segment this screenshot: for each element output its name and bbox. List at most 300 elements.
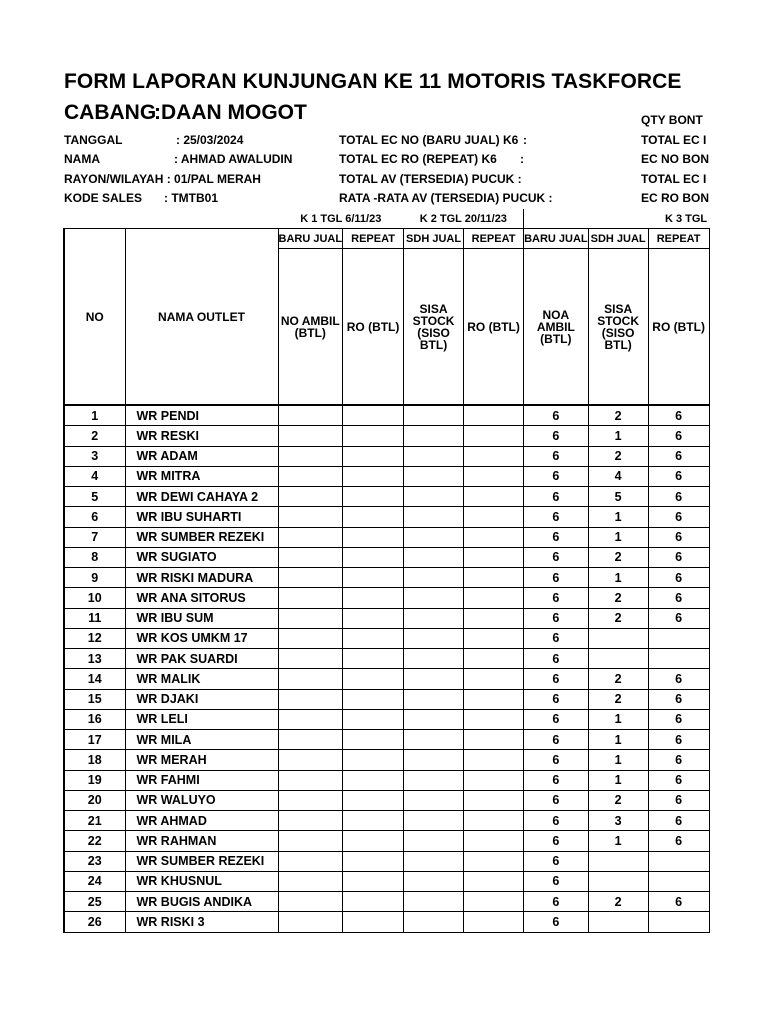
k2-sdh-jual-cell	[404, 750, 464, 770]
row-number: 13	[64, 649, 125, 669]
total-av-row: TOTAL AV (TERSEDIA) PUCUK :	[339, 172, 522, 186]
kode-sales-row	[64, 191, 218, 205]
k1-baru-jual-cell	[278, 689, 343, 709]
ec-ro-bon-label: EC RO BON	[641, 191, 710, 205]
k1-baru-jual-cell	[278, 912, 343, 932]
k1-baru-jual-cell	[278, 871, 343, 891]
k2-sdh-jual-cell	[404, 527, 464, 547]
k2-repeat-cell	[464, 547, 524, 567]
table-row	[64, 912, 709, 932]
k2-sdh-jual-cell	[404, 831, 464, 851]
outlet-name: WR KHUSNUL	[125, 871, 278, 891]
k-gap-cell	[524, 209, 589, 229]
repeat-cell: 6	[648, 446, 709, 466]
detail-header: NO AMBIL (BTL)	[278, 249, 343, 406]
k1-baru-jual-cell	[278, 811, 343, 831]
k1-repeat-cell	[343, 628, 404, 648]
table-row	[64, 426, 709, 446]
k1-repeat-cell	[343, 709, 404, 729]
sdh-jual-cell: 2	[588, 588, 648, 608]
k1-baru-jual-cell	[278, 547, 343, 567]
k2-repeat-cell	[464, 446, 524, 466]
k2-repeat-cell	[464, 750, 524, 770]
sdh-jual-cell	[588, 649, 648, 669]
baru-jual-cell: 6	[524, 405, 589, 426]
sdh-jual-cell: 1	[588, 831, 648, 851]
k2-repeat-cell	[464, 588, 524, 608]
repeat-cell: 6	[648, 790, 709, 810]
k2-sdh-jual-cell	[404, 466, 464, 486]
sdh-jual-cell: 1	[588, 568, 648, 588]
ec-no-bon-label: EC NO BON	[641, 152, 710, 166]
table-row	[64, 568, 709, 588]
table-row	[64, 405, 709, 426]
k1-baru-jual-cell	[278, 426, 343, 446]
baru-jual-cell: 6	[524, 709, 589, 729]
k1-baru-jual-cell	[278, 892, 343, 912]
repeat-cell	[648, 912, 709, 932]
table-row	[64, 871, 709, 891]
detail-header: RO (BTL)	[648, 249, 709, 406]
k2-repeat-cell	[464, 405, 524, 426]
k2-repeat-cell	[464, 527, 524, 547]
k1-baru-jual-cell	[278, 487, 343, 507]
repeat-cell: 6	[648, 547, 709, 567]
outlet-name: WR MALIK	[125, 669, 278, 689]
outlet-name: WR SUGIATO	[125, 547, 278, 567]
row-number: 18	[64, 750, 125, 770]
outlet-name: WR SUMBER REZEKI	[125, 527, 278, 547]
k3-header: K 3 TGL	[588, 209, 709, 229]
k2-sdh-jual-cell	[404, 487, 464, 507]
blank-head-cell	[64, 209, 125, 229]
row-number: 2	[64, 426, 125, 446]
repeat-cell: 6	[648, 527, 709, 547]
sdh-jual-cell: 1	[588, 426, 648, 446]
baru-jual-cell: 6	[524, 750, 589, 770]
table-row	[64, 811, 709, 831]
k1-baru-jual-cell	[278, 405, 343, 426]
repeat-cell: 6	[648, 669, 709, 689]
k1-baru-jual-cell	[278, 750, 343, 770]
row-number: 5	[64, 487, 125, 507]
table-row	[64, 730, 709, 750]
k1-baru-jual-cell	[278, 588, 343, 608]
k1-repeat-cell	[343, 649, 404, 669]
baru-jual-cell: 6	[524, 851, 589, 871]
k2-sdh-jual-cell	[404, 730, 464, 750]
k2-repeat-cell	[464, 568, 524, 588]
k2-sdh-jual-cell	[404, 770, 464, 790]
k2-repeat-cell	[464, 669, 524, 689]
k1-repeat-cell	[343, 669, 404, 689]
sdh-jual-cell	[588, 628, 648, 648]
row-number: 12	[64, 628, 125, 648]
k1-baru-jual-cell	[278, 851, 343, 871]
repeat-cell	[648, 851, 709, 871]
baru-jual-cell: 6	[524, 811, 589, 831]
k2-sdh-jual-cell	[404, 608, 464, 628]
k2-sdh-jual-cell	[404, 446, 464, 466]
outlet-name: WR MILA	[125, 730, 278, 750]
sdh-jual-cell: 2	[588, 446, 648, 466]
k1-repeat-cell	[343, 466, 404, 486]
nama-row	[64, 152, 293, 166]
table-row	[64, 689, 709, 709]
repeat-cell: 6	[648, 608, 709, 628]
sdh-jual-cell: 2	[588, 547, 648, 567]
sdh-jual-cell: 1	[588, 507, 648, 527]
k2-repeat-cell	[464, 466, 524, 486]
table-row	[64, 507, 709, 527]
total-ec-label-2: TOTAL EC I	[641, 172, 707, 186]
detail-header: NOA AMBIL (BTL)	[524, 249, 589, 406]
page-title: FORM LAPORAN KUNJUNGAN KE 11 MOTORIS TASKFORCE	[64, 70, 682, 93]
sdh-jual-cell: 2	[588, 790, 648, 810]
total-ec-label-1: TOTAL EC I	[641, 133, 707, 147]
k2-repeat-cell	[464, 790, 524, 810]
outlet-name: WR IBU SUM	[125, 608, 278, 628]
total-ec-ro-label: TOTAL EC RO (REPEAT) K6	[339, 152, 497, 166]
k1-repeat-cell	[343, 527, 404, 547]
sdh-jual-cell: 4	[588, 466, 648, 486]
sdh-jual-cell: 1	[588, 527, 648, 547]
table-row	[64, 446, 709, 466]
row-number: 3	[64, 446, 125, 466]
row-number: 21	[64, 811, 125, 831]
sub-header: SDH JUAL	[588, 229, 648, 249]
baru-jual-cell: 6	[524, 487, 589, 507]
cabang-line	[64, 101, 307, 125]
repeat-cell: 6	[648, 892, 709, 912]
repeat-cell	[648, 628, 709, 648]
sub-header: REPEAT	[464, 229, 524, 249]
k2-repeat-cell	[464, 770, 524, 790]
repeat-cell: 6	[648, 588, 709, 608]
row-number: 22	[64, 831, 125, 851]
no-column-header: NO	[64, 229, 125, 406]
detail-header: SISA STOCK (SISO BTL)	[588, 249, 648, 406]
row-number: 23	[64, 851, 125, 871]
row-number: 26	[64, 912, 125, 932]
nama-outlet-column-header: NAMA OUTLET	[125, 229, 278, 406]
k2-repeat-cell	[464, 507, 524, 527]
k1-repeat-cell	[343, 507, 404, 527]
table-row	[64, 649, 709, 669]
row-number: 16	[64, 709, 125, 729]
nama-label: NAMA	[64, 152, 100, 166]
k2-repeat-cell	[464, 709, 524, 729]
row-number: 20	[64, 790, 125, 810]
k1-header: K 1 TGL 6/11/23	[278, 209, 404, 229]
baru-jual-cell: 6	[524, 649, 589, 669]
outlet-name: WR WALUYO	[125, 790, 278, 810]
k1-baru-jual-cell	[278, 628, 343, 648]
k1-baru-jual-cell	[278, 730, 343, 750]
k1-baru-jual-cell	[278, 527, 343, 547]
table-row	[64, 487, 709, 507]
repeat-cell: 6	[648, 689, 709, 709]
table-row	[64, 608, 709, 628]
table-row	[64, 588, 709, 608]
k2-repeat-cell	[464, 811, 524, 831]
repeat-cell: 6	[648, 426, 709, 446]
table-row	[64, 466, 709, 486]
sub-header: SDH JUAL	[404, 229, 464, 249]
k2-sdh-jual-cell	[404, 790, 464, 810]
baru-jual-cell: 6	[524, 588, 589, 608]
k1-repeat-cell	[343, 730, 404, 750]
table-row	[64, 669, 709, 689]
sdh-jual-cell: 1	[588, 770, 648, 790]
detail-header: RO (BTL)	[343, 249, 404, 406]
table-row	[64, 851, 709, 871]
k2-repeat-cell	[464, 912, 524, 932]
k2-sdh-jual-cell	[404, 588, 464, 608]
sdh-jual-cell: 1	[588, 709, 648, 729]
k1-baru-jual-cell	[278, 446, 343, 466]
k2-header: K 2 TGL 20/11/23	[404, 209, 524, 229]
sdh-jual-cell	[588, 851, 648, 871]
sdh-jual-cell: 3	[588, 811, 648, 831]
rayon-value: : 01/PAL MERAH	[166, 172, 261, 186]
outlet-name: WR ANA SITORUS	[125, 588, 278, 608]
repeat-cell: 6	[648, 750, 709, 770]
repeat-cell: 6	[648, 466, 709, 486]
outlet-name: WR IBU SUHARTI	[125, 507, 278, 527]
table-row	[64, 790, 709, 810]
baru-jual-cell: 6	[524, 871, 589, 891]
detail-header: SISA STOCK (SISO BTL)	[404, 249, 464, 406]
k1-baru-jual-cell	[278, 507, 343, 527]
repeat-cell: 6	[648, 405, 709, 426]
detail-header: RO (BTL)	[464, 249, 524, 406]
k2-repeat-cell	[464, 628, 524, 648]
k1-baru-jual-cell	[278, 669, 343, 689]
k2-sdh-jual-cell	[404, 669, 464, 689]
outlet-name: WR BUGIS ANDIKA	[125, 892, 278, 912]
outlet-name: WR RISKI MADURA	[125, 568, 278, 588]
k2-repeat-cell	[464, 871, 524, 891]
outlet-name: WR DEWI CAHAYA 2	[125, 487, 278, 507]
repeat-cell: 6	[648, 811, 709, 831]
k1-repeat-cell	[343, 811, 404, 831]
k1-repeat-cell	[343, 871, 404, 891]
baru-jual-cell: 6	[524, 831, 589, 851]
repeat-cell: 6	[648, 730, 709, 750]
outlet-name: WR FAHMI	[125, 770, 278, 790]
k1-repeat-cell	[343, 790, 404, 810]
baru-jual-cell: 6	[524, 669, 589, 689]
k2-repeat-cell	[464, 831, 524, 851]
k1-baru-jual-cell	[278, 649, 343, 669]
k1-repeat-cell	[343, 750, 404, 770]
blank-head-cell	[125, 209, 278, 229]
sdh-jual-cell: 2	[588, 405, 648, 426]
repeat-cell: 6	[648, 831, 709, 851]
baru-jual-cell: 6	[524, 689, 589, 709]
row-number: 25	[64, 892, 125, 912]
sub-header: BARU JUAL	[278, 229, 343, 249]
outlet-name: WR MERAH	[125, 750, 278, 770]
k2-sdh-jual-cell	[404, 811, 464, 831]
k2-repeat-cell	[464, 851, 524, 871]
kode-sales-value: : TMTB01	[164, 191, 218, 205]
repeat-cell	[648, 871, 709, 891]
outlet-name: WR ADAM	[125, 446, 278, 466]
k1-repeat-cell	[343, 487, 404, 507]
tanggal-value: : 25/03/2024	[176, 133, 244, 147]
baru-jual-cell: 6	[524, 730, 589, 750]
row-number: 9	[64, 568, 125, 588]
k2-repeat-cell	[464, 892, 524, 912]
k2-repeat-cell	[464, 689, 524, 709]
sub-header: BARU JUAL	[524, 229, 589, 249]
total-ec-ro-row	[339, 152, 524, 166]
sdh-jual-cell: 5	[588, 487, 648, 507]
k2-sdh-jual-cell	[404, 405, 464, 426]
row-number: 6	[64, 507, 125, 527]
sdh-jual-cell	[588, 871, 648, 891]
outlet-name: WR LELI	[125, 709, 278, 729]
baru-jual-cell: 6	[524, 790, 589, 810]
k1-repeat-cell	[343, 608, 404, 628]
outlet-name: WR AHMAD	[125, 811, 278, 831]
rata-av-row: RATA -RATA AV (TERSEDIA) PUCUK :	[339, 191, 553, 205]
total-ec-no-row	[339, 133, 527, 147]
k1-repeat-cell	[343, 446, 404, 466]
sub-header: REPEAT	[648, 229, 709, 249]
qty-bont-label: QTY BONT	[641, 113, 703, 127]
visit-table	[63, 209, 710, 933]
row-number: 24	[64, 871, 125, 891]
rayon-row	[64, 172, 261, 186]
row-number: 7	[64, 527, 125, 547]
nama-value: : AHMAD AWALUDIN	[174, 152, 293, 166]
cabang-value: :DAAN MOGOT	[154, 101, 307, 124]
k1-repeat-cell	[343, 851, 404, 871]
outlet-name: WR RAHMAN	[125, 831, 278, 851]
baru-jual-cell: 6	[524, 527, 589, 547]
baru-jual-cell: 6	[524, 568, 589, 588]
k2-sdh-jual-cell	[404, 709, 464, 729]
table-row	[64, 750, 709, 770]
sdh-jual-cell: 1	[588, 750, 648, 770]
table-row	[64, 527, 709, 547]
k1-baru-jual-cell	[278, 831, 343, 851]
sdh-jual-cell: 2	[588, 689, 648, 709]
k1-repeat-cell	[343, 689, 404, 709]
k1-repeat-cell	[343, 405, 404, 426]
repeat-cell: 6	[648, 770, 709, 790]
table-row	[64, 709, 709, 729]
k2-sdh-jual-cell	[404, 871, 464, 891]
baru-jual-cell: 6	[524, 892, 589, 912]
baru-jual-cell: 6	[524, 547, 589, 567]
baru-jual-cell: 6	[524, 507, 589, 527]
row-number: 19	[64, 770, 125, 790]
row-number: 14	[64, 669, 125, 689]
baru-jual-cell: 6	[524, 912, 589, 932]
baru-jual-cell: 6	[524, 628, 589, 648]
k1-repeat-cell	[343, 831, 404, 851]
repeat-cell: 6	[648, 709, 709, 729]
k2-sdh-jual-cell	[404, 507, 464, 527]
baru-jual-cell: 6	[524, 466, 589, 486]
k1-repeat-cell	[343, 770, 404, 790]
table-row	[64, 831, 709, 851]
table-row	[64, 892, 709, 912]
table-row	[64, 547, 709, 567]
sdh-jual-cell: 1	[588, 730, 648, 750]
total-ec-ro-sep: :	[520, 152, 524, 166]
table-row	[64, 770, 709, 790]
k2-repeat-cell	[464, 608, 524, 628]
k2-sdh-jual-cell	[404, 649, 464, 669]
outlet-name: WR PENDI	[125, 405, 278, 426]
row-number: 11	[64, 608, 125, 628]
k1-repeat-cell	[343, 912, 404, 932]
sdh-jual-cell	[588, 912, 648, 932]
kode-sales-label: KODE SALES	[64, 191, 143, 205]
sdh-jual-cell: 2	[588, 608, 648, 628]
row-number: 1	[64, 405, 125, 426]
total-ec-no-label: TOTAL EC NO (BARU JUAL) K6	[339, 133, 519, 147]
sdh-jual-cell: 2	[588, 892, 648, 912]
k2-repeat-cell	[464, 649, 524, 669]
rayon-label: RAYON/WILAYAH	[64, 172, 164, 186]
table-row	[64, 628, 709, 648]
k2-sdh-jual-cell	[404, 912, 464, 932]
k2-sdh-jual-cell	[404, 892, 464, 912]
k2-sdh-jual-cell	[404, 547, 464, 567]
k1-repeat-cell	[343, 892, 404, 912]
k2-repeat-cell	[464, 730, 524, 750]
outlet-name: WR SUMBER REZEKI	[125, 851, 278, 871]
tanggal-label: TANGGAL	[64, 133, 123, 147]
outlet-name: WR MITRA	[125, 466, 278, 486]
k2-sdh-jual-cell	[404, 628, 464, 648]
k1-repeat-cell	[343, 547, 404, 567]
k1-baru-jual-cell	[278, 466, 343, 486]
repeat-cell: 6	[648, 507, 709, 527]
k1-baru-jual-cell	[278, 608, 343, 628]
baru-jual-cell: 6	[524, 608, 589, 628]
row-number: 15	[64, 689, 125, 709]
k1-baru-jual-cell	[278, 709, 343, 729]
k2-sdh-jual-cell	[404, 568, 464, 588]
row-number: 4	[64, 466, 125, 486]
row-number: 10	[64, 588, 125, 608]
k1-repeat-cell	[343, 588, 404, 608]
outlet-name: WR RISKI 3	[125, 912, 278, 932]
row-number: 17	[64, 730, 125, 750]
k1-baru-jual-cell	[278, 568, 343, 588]
k2-repeat-cell	[464, 426, 524, 446]
k2-sdh-jual-cell	[404, 851, 464, 871]
k2-sdh-jual-cell	[404, 426, 464, 446]
outlet-name: WR DJAKI	[125, 689, 278, 709]
sdh-jual-cell: 2	[588, 669, 648, 689]
repeat-cell	[648, 649, 709, 669]
total-ec-no-sep: :	[523, 133, 527, 147]
sub-header: REPEAT	[343, 229, 404, 249]
outlet-name: WR RESKI	[125, 426, 278, 446]
cabang-label: CABANG	[64, 101, 157, 124]
k1-repeat-cell	[343, 568, 404, 588]
repeat-cell: 6	[648, 568, 709, 588]
k1-repeat-cell	[343, 426, 404, 446]
